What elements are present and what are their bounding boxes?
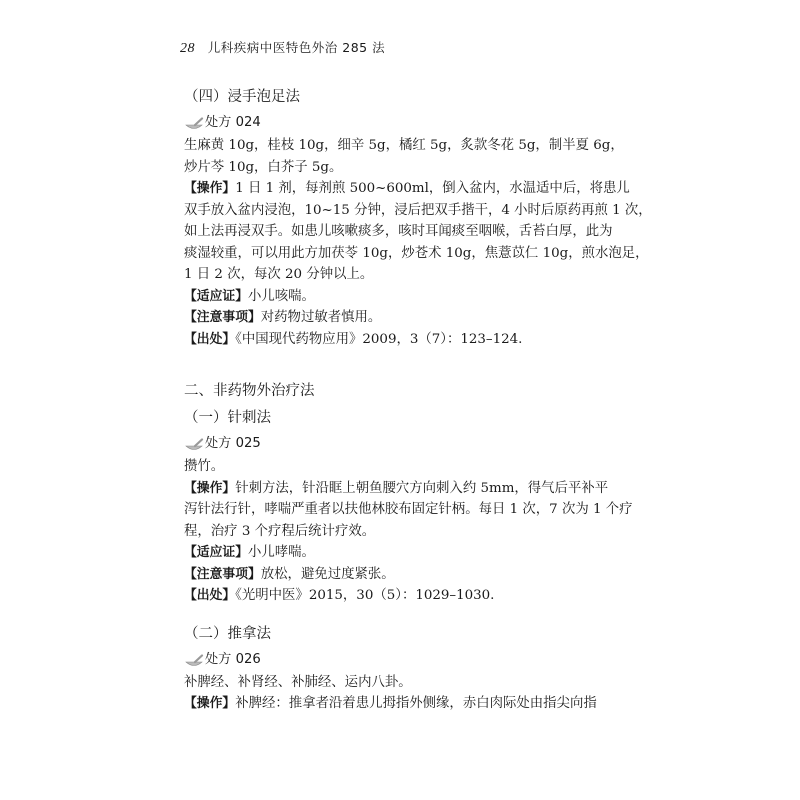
text-line: 如上法再浸双手。如患儿咳嗽痰多，咳时耳闻痰至咽喉，舌苔白厚，此为 <box>184 224 613 239</box>
operation-tag: 【操作】 <box>184 696 236 711</box>
prescription-026 <box>184 648 616 672</box>
text-line: 1 日 2 次，每次 20 分钟以上。 <box>184 267 374 282</box>
text-line: 攒竹。 <box>184 459 225 474</box>
book-title: 儿科疾病中医特色外治 285 法 <box>207 40 386 55</box>
text-line: 生麻黄 10g，桂枝 10g，细辛 5g，橘红 5g，炙款冬花 5g，制半夏 6g， <box>184 138 624 153</box>
section-heading-acupuncture: （一）针刺法 <box>184 410 271 426</box>
indication-tag: 【适应证】 <box>184 545 248 560</box>
caution-text: 放松，避免过度紧张。 <box>260 566 395 582</box>
operation-text: 1 日 1 剂，每剂煎 500~600ml，倒入盆内，水温适中后，将患儿 <box>235 181 630 196</box>
page-content <box>184 84 652 715</box>
text-line: 炒片芩 10g，白芥子 5g。 <box>184 159 343 175</box>
indication-line <box>184 542 616 564</box>
source-line <box>184 329 616 351</box>
mortar-pestle-icon <box>184 437 204 451</box>
text-line: 泻针法行针，哮喘严重者以扶他林胶布固定针柄。每日 1 次，7 次为 1 个疗 <box>184 502 633 517</box>
part-heading-non-drug: 二、非药物外治疗法 <box>184 383 315 399</box>
section-heading-soak: （四）浸手泡足法 <box>184 89 300 105</box>
text-line: 痰湿较重，可以用此方加茯苓 10g，炒苍术 10g，焦薏苡仁 10g，煎水泡足， <box>184 245 649 261</box>
caution-text: 对药物过敏者慎用。 <box>260 310 382 325</box>
source-tag: 【出处】 <box>184 588 236 603</box>
source-line <box>184 585 616 607</box>
prescription-label: 处方 024 <box>205 115 261 130</box>
text-line: 补脾经、补肾经、补肺经、运内八卦。 <box>184 674 412 690</box>
running-header <box>180 38 385 57</box>
prescription-024 <box>184 111 616 135</box>
source-text: 《中国现代药物应用》2009，3（7）：123–124. <box>235 331 523 347</box>
caution-line <box>184 564 616 586</box>
ingredients <box>184 672 616 694</box>
page-number: 28 <box>180 41 195 56</box>
text-line: 双手放入盆内浸泡，10~15 分钟，浸后把双手揩干，4 小时后原药再煎 1 次， <box>184 202 652 218</box>
operation-text: 针刺方法，针沿眶上朝鱼腰穴方向刺入约 5mm，得气后平补平 <box>235 480 609 496</box>
ingredients <box>184 135 624 178</box>
prescription-label: 处方 026 <box>205 651 261 667</box>
operation-tag: 【操作】 <box>184 480 236 496</box>
indication-tag: 【适应证】 <box>184 288 248 304</box>
caution-line <box>184 307 616 329</box>
indication-line <box>184 286 616 308</box>
ingredients <box>184 456 616 478</box>
text-line <box>184 178 630 200</box>
text-line: 程，治疗 3 个疗程后统计疗效。 <box>184 523 376 539</box>
operation-tag: 【操作】 <box>184 181 236 196</box>
text-line <box>184 478 616 500</box>
operation-text: 补脾经：推拿者沿着患儿拇指外侧缘，赤白肉际处由指尖向指 <box>235 696 597 711</box>
mortar-pestle-icon <box>184 116 204 130</box>
prescription-025 <box>184 432 616 456</box>
operation-paragraph <box>184 478 633 543</box>
section-heading-massage: （二）推拿法 <box>184 625 271 642</box>
operation-paragraph <box>184 178 652 286</box>
caution-tag: 【注意事项】 <box>184 566 261 582</box>
prescription-label: 处方 025 <box>205 436 261 451</box>
source-text: 《光明中医》2015，30（5）：1029–1030. <box>235 588 495 603</box>
source-tag: 【出处】 <box>184 331 236 347</box>
operation-paragraph <box>184 693 616 715</box>
mortar-pestle-icon <box>184 653 204 667</box>
caution-tag: 【注意事项】 <box>184 310 261 325</box>
indication-text: 小儿咳喘。 <box>247 288 315 304</box>
text-line <box>184 693 616 715</box>
indication-text: 小儿哮喘。 <box>247 545 315 560</box>
